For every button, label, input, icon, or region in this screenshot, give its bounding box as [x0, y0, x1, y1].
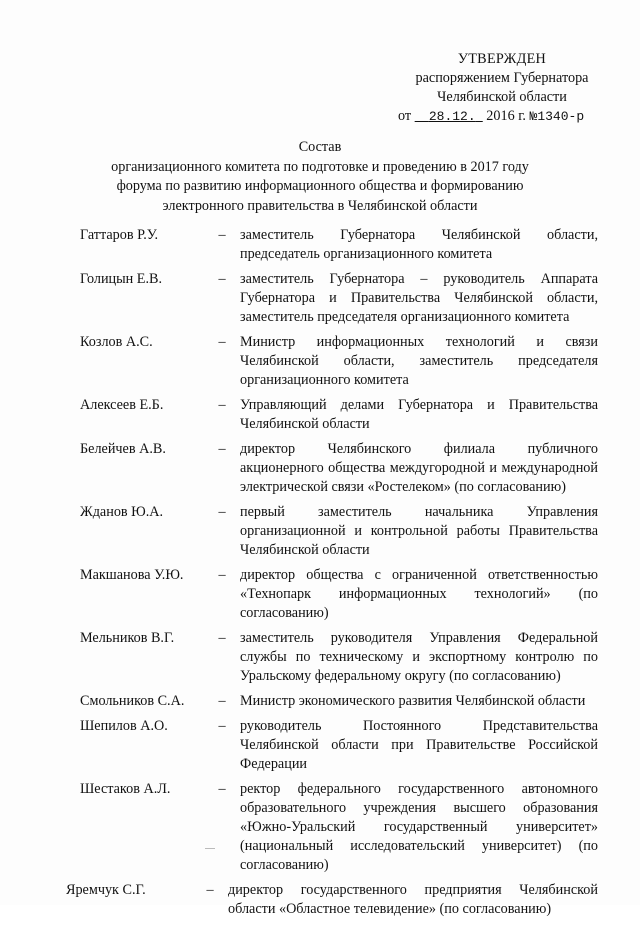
- heading-line-1: организационного комитета по подготовке и проведению в 2017 году: [111, 158, 529, 175]
- member-role: Министр экономического развития Челябинской области: [240, 693, 586, 709]
- member-role: Министр информационных технологий и связи Челябинской области, заместитель председателя организационного комитета: [240, 334, 598, 388]
- dash-separator: –: [218, 227, 226, 243]
- member-name: Жданов Ю.А.: [80, 504, 164, 520]
- member-row: [0, 566, 640, 623]
- member-role: Управляющий делами Губернатора и Правительства Челябинской области: [240, 397, 598, 432]
- member-role: директор Челябинского филиала публичного акционерного общества междугородной и международной электрической связи «Ростелеком» (по согласованию): [240, 441, 598, 495]
- approval-line-2: Челябинской области: [437, 89, 567, 105]
- member-role: руководитель Постоянного Представительства Челябинской области при Правительстве Российской Федерации: [240, 718, 598, 772]
- member-name: Алексеев Е.Б.: [80, 397, 164, 413]
- date-year: 2016 г.: [486, 108, 526, 124]
- member-row: [0, 440, 640, 497]
- member-name: Голицын Е.В.: [80, 271, 163, 287]
- member-row: [0, 692, 640, 711]
- dash-separator: –: [218, 567, 226, 583]
- dash-separator: –: [218, 397, 226, 413]
- dash-separator: –: [218, 271, 226, 287]
- member-row: [0, 629, 640, 686]
- member-row: [0, 881, 640, 919]
- dash-separator: –: [218, 693, 226, 709]
- document-number: №1340-р: [529, 109, 585, 124]
- approval-line-1: распоряжением Губернатора: [415, 70, 589, 86]
- dash-separator: –: [218, 334, 226, 350]
- member-role: заместитель руководителя Управления Федеральной службы по техническому и экспортному контролю по Уральскому федеральному округу (по согласованию): [240, 630, 598, 684]
- member-row: [0, 503, 640, 560]
- member-role: заместитель Губернатора Челябинской области, председатель организационного комитета: [240, 227, 598, 262]
- heading-line-3: электронного правительства в Челябинской области: [162, 197, 478, 214]
- dash-separator: –: [218, 718, 226, 734]
- member-name: Смольников С.А.: [80, 693, 185, 709]
- member-row: [0, 270, 640, 327]
- scan-mark: [205, 848, 215, 849]
- approval-stamp: [392, 50, 612, 126]
- dash-separator: –: [218, 504, 226, 520]
- member-name: Мельников В.Г.: [80, 630, 175, 646]
- document-heading: [100, 138, 540, 216]
- committee-member-list: [0, 226, 640, 925]
- date-value: 28.12.: [428, 109, 476, 124]
- member-role: ректор федерального государственного автономного образовательного учреждения высшего образования «Южно-Уральский государственный университет» (национальный исследовательский университет) (по согласованию): [240, 781, 598, 873]
- member-role: директор государственного предприятия Челябинской области «Областное телевидение» (по согласованию): [228, 882, 598, 917]
- member-name: Макшанова У.Ю.: [80, 567, 184, 583]
- dash-separator: –: [218, 441, 226, 457]
- member-row: [0, 780, 640, 875]
- dash-separator: –: [206, 882, 214, 898]
- member-name: Шепилов А.О.: [80, 718, 168, 734]
- heading-line-2: форума по развитию информационного общества и формированию: [116, 178, 524, 194]
- heading-title: Состав: [298, 139, 342, 155]
- member-row: [0, 333, 640, 390]
- member-name: Шестаков А.Л.: [80, 781, 171, 797]
- member-role: заместитель Губернатора – руководитель Аппарата Губернатора и Правительства Челябинской области, заместитель председателя организационного комитета: [240, 271, 598, 325]
- approval-title: УТВЕРЖДЕН: [457, 51, 547, 67]
- member-name: Козлов А.С.: [80, 334, 153, 350]
- member-row: [0, 226, 640, 264]
- member-name: Белейчев А.В.: [80, 441, 166, 457]
- date-prefix: от: [398, 108, 412, 124]
- approval-date-line: [392, 107, 612, 126]
- member-role: первый заместитель начальника Управления организационной и контрольной работы Правительства Челябинской области: [240, 504, 598, 558]
- dash-separator: –: [218, 781, 226, 797]
- member-name: Яремчук С.Г.: [66, 882, 146, 898]
- member-row: [0, 717, 640, 774]
- member-row: [0, 396, 640, 434]
- member-name: Гаттаров Р.У.: [80, 227, 159, 243]
- member-role: директор общества с ограниченной ответственностью «Технопарк информационных технологий» (по согласованию): [240, 567, 598, 621]
- dash-separator: –: [218, 630, 226, 646]
